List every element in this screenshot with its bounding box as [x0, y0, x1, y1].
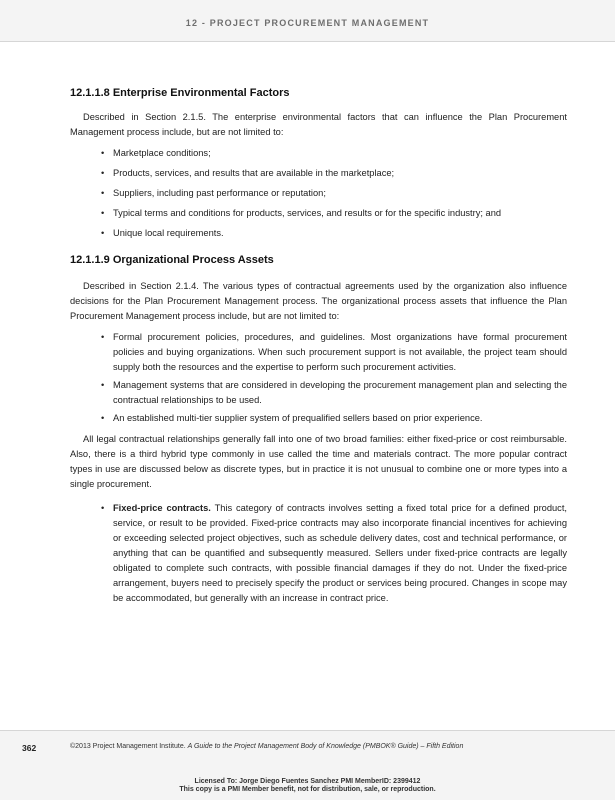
bullet-icon: •: [101, 168, 105, 178]
page-content: [70, 86, 567, 609]
fixed-price-term: Fixed-price contracts.: [113, 503, 211, 513]
list-item: • Marketplace conditions;: [70, 146, 567, 161]
fixed-price-text: This category of contracts involves setting a fixed total price for a defined product, service, or result to be provided. Fixed-price contracts may also incorporate financial incentives for achieving or exceeding selected project objectives, such as schedule delivery dates, cost and technical performance, or anything that can be quantified and subsequently measured. Sellers under fixed-price contracts are legally obligated to complete such contracts, with possible financial damages if they do not. Under the fixed-price arrangement, buyers need to precisely specify the product or services being procured. Changes in scope may be accommodated, but generally with an increase in contract price.: [113, 503, 567, 603]
guide-title: A Guide to the Project Management Body of Knowledge (PMBOK® Guide) – Fifth Edition: [187, 743, 464, 750]
license-notice: [0, 778, 615, 794]
list-item: • Typical terms and conditions for products, services, and results or for the specific industry; and: [70, 206, 567, 221]
bullet-icon: •: [101, 503, 105, 513]
eef-list: [70, 146, 567, 241]
bullet-icon: •: [101, 332, 105, 342]
opa-intro: Described in Section 2.1.4. The various types of contractual agreements used by the organization also influence decisions for the Plan Procurement Management process. The organizational process assets that influence the Plan Procurement Management process include, but are not limited to:: [70, 281, 567, 321]
license-line: This copy is a PMI Member benefit, not for distribution, sale, or reproduction.: [179, 786, 436, 793]
list-item: • Management systems that are considered in developing the procurement management plan and selecting the contractual relationships to be used.: [101, 380, 567, 405]
contract-types-paragraph: All legal contractual relationships generally fall into one of two broad families: either fixed-price or cost reimbursable. Also, there is a third hybrid type commonly in use called the time and materials contract. The more popular contract types in use are discussed below as discrete types, but in practice it is not unusual to combine one or more types into a single procurement.: [70, 434, 567, 489]
license-line: Licensed To: Jorge Diego Fuentes Sanchez PMI MemberID: 2399412: [194, 778, 421, 785]
list-item: [70, 501, 567, 606]
copyright-line: ©2013 Project Management Institute. A Guide to the Project Management Body of Knowledge (PMBOK® Guide) – Fifth Edition: [70, 743, 464, 750]
list-item: • Products, services, and results that are available in the marketplace;: [70, 166, 567, 181]
page-number: 362: [22, 743, 37, 753]
section-heading-opa: 12.1.1.9 Organizational Process Assets: [70, 254, 274, 266]
list-item: • Suppliers, including past performance or reputation;: [70, 186, 567, 201]
opa-list: [70, 330, 567, 426]
list-item: • Unique local requirements.: [70, 226, 567, 241]
bullet-icon: •: [101, 228, 105, 238]
bullet-icon: •: [101, 188, 105, 198]
eef-intro: Described in Section 2.1.5. The enterprise environmental factors that can influence the Plan Procurement Management process include, but are not limited to:: [70, 112, 567, 137]
list-item: • Formal procurement policies, procedures, and guidelines. Most organizations have formal procurement policies and buying organizations. When such procurement support is not available, the project team should supply both the resources and the expertise to perform such procurement activities.: [101, 332, 567, 372]
running-header: 12 - PROJECT PROCUREMENT MANAGEMENT: [185, 18, 430, 28]
bullet-icon: •: [101, 148, 105, 158]
bullet-icon: •: [101, 380, 105, 390]
list-item: • An established multi-tier supplier system of prequalified sellers based on prior experience.: [70, 411, 567, 426]
bullet-icon: •: [101, 413, 105, 423]
bullet-icon: •: [101, 208, 105, 218]
section-heading-eef: 12.1.1.8 Enterprise Environmental Factors: [70, 87, 290, 99]
contract-types-list: [70, 501, 567, 606]
